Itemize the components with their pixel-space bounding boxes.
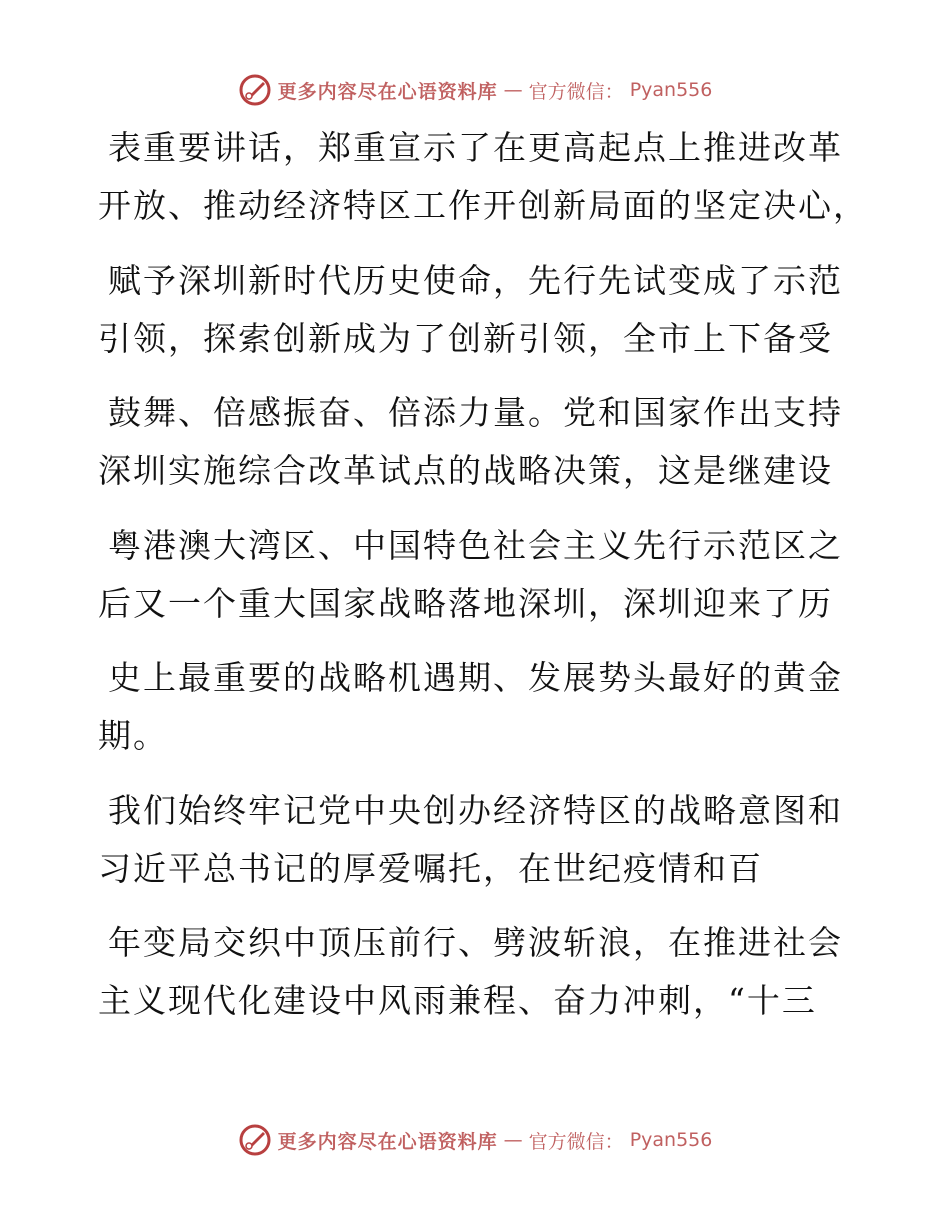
quill-logo-icon — [238, 73, 272, 107]
body-line: 粤港澳大湾区、中国特色社会主义先行示范区之 — [108, 526, 843, 565]
body-line: 后又一个重大国家战略落地深圳，深圳迎来了历 — [98, 584, 833, 623]
banner-wechat-label: 官方微信： — [528, 80, 624, 103]
banner-title: 更多内容尽在心语资料库 — [277, 80, 498, 103]
body-line: 开放、推动经济特区工作开创新局面的坚定决心， — [98, 186, 868, 225]
body-line: 我们始终牢记党中央创办经济特区的战略意图和 — [108, 791, 843, 830]
body-line: 主义现代化建设中风雨兼程、奋力冲刺，“十三 — [98, 981, 817, 1020]
body-line: 年变局交织中顶压前行、劈波斩浪，在推进社会 — [108, 923, 843, 962]
quill-logo-icon — [238, 1123, 272, 1157]
banner-wechat-id: Pyan556 — [629, 79, 713, 101]
body-line: 引领，探索创新成为了创新引领，全市上下备受 — [98, 319, 833, 358]
footer-banner — [0, 1120, 950, 1160]
body-line: 表重要讲话，郑重宣示了在更高起点上推进改革 — [108, 128, 843, 167]
body-line: 史上最重要的战略机遇期、发展势头最好的黄金 — [108, 658, 843, 697]
body-line: 期。 — [98, 716, 168, 755]
header-banner — [0, 70, 950, 110]
body-line: 习近平总书记的厚爱嘱托，在世纪疫情和百 — [98, 849, 763, 888]
banner-wechat-label: 官方微信： — [528, 1130, 624, 1153]
body-line: 深圳实施综合改革试点的战略决策，这是继建设 — [98, 451, 833, 490]
banner-wechat-id: Pyan556 — [629, 1129, 713, 1151]
banner-separator: — — [503, 79, 523, 101]
banner-separator: — — [503, 1129, 523, 1151]
body-line: 鼓舞、倍感振奋、倍添力量。党和国家作出支持 — [108, 393, 843, 432]
body-line: 赋予深圳新时代历史使命，先行先试变成了示范 — [108, 261, 843, 300]
banner-title: 更多内容尽在心语资料库 — [277, 1130, 498, 1153]
